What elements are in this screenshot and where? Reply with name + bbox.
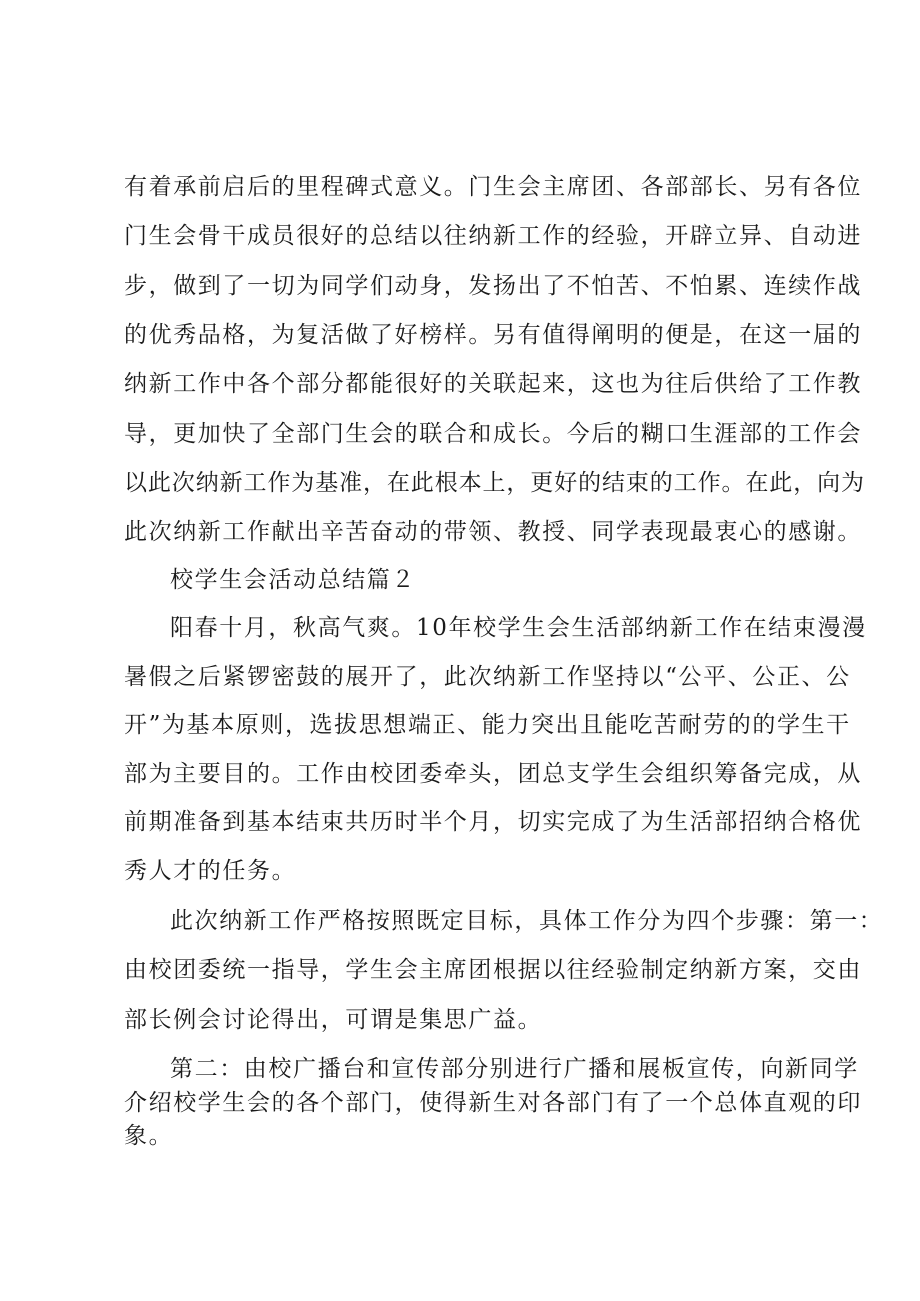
text-line: 此次纳新工作严格按照既定目标，具体工作分为四个步骤：第一：: [170, 908, 884, 934]
text-line: 的优秀品格，为复活做了好榜样。另有值得阐明的便是，在这一届的: [124, 322, 862, 348]
text-line: 第二：由校广播台和宣传部分别进行广播和展板宣传，向新同学: [170, 1056, 859, 1082]
text-line: 此次纳新工作献出辛苦奋动的带领、教授、同学表现最衷心的感谢。: [124, 519, 862, 545]
text-line: 阳春十月，秋高气爽。10年校学生会生活部纳新工作在结束漫漫: [170, 615, 867, 641]
text-line: 步，做到了一切为同学们动身，发扬出了不怕苦、不怕累、连续作战: [124, 273, 862, 299]
text-line: 以此次纳新工作为基准，在此根本上，更好的结束的工作。在此，向为: [124, 470, 865, 496]
text-line: 介绍校学生会的各个部门，使得新生对各部门有了一个总体直观的印: [124, 1090, 862, 1116]
text-line: 由校团委统一指导，学生会主席团根据以往经验制定纳新方案，交由: [124, 957, 862, 983]
text-line: 纳新工作中各个部分都能很好的关联起来，这也为往后供给了工作教: [124, 371, 862, 397]
text-line: 秀人才的任务。: [124, 858, 297, 884]
text-line: 门生会骨干成员很好的总结以往纳新工作的经验，开辟立异、自动进: [124, 223, 862, 249]
text-line: 部为主要目的。工作由校团委牵头，团总支学生会组织筹备完成，从: [124, 761, 862, 787]
text-line: 有着承前启后的里程碑式意义。门生会主席团、各部部长、另有各位: [124, 174, 862, 200]
text-line: 部长例会讨论得出，可谓是集思广益。: [124, 1007, 543, 1033]
text-line: 暑假之后紧锣密鼓的展开了，此次纳新工作坚持以“公平、公正、公: [124, 664, 851, 690]
text-line: 象。: [124, 1123, 174, 1149]
text-line: 导，更加快了全部门生会的联合和成长。今后的糊口生涯部的工作会: [124, 421, 862, 447]
section-heading: 校学生会活动总结篇２: [170, 567, 416, 593]
text-line: 前期准备到基本结束共历时半个月，切实完成了为生活部招纳合格优: [124, 809, 862, 835]
text-line: 开”为基本原则，选拔思想端正、能力突出且能吃苦耐劳的的学生干: [124, 712, 851, 738]
